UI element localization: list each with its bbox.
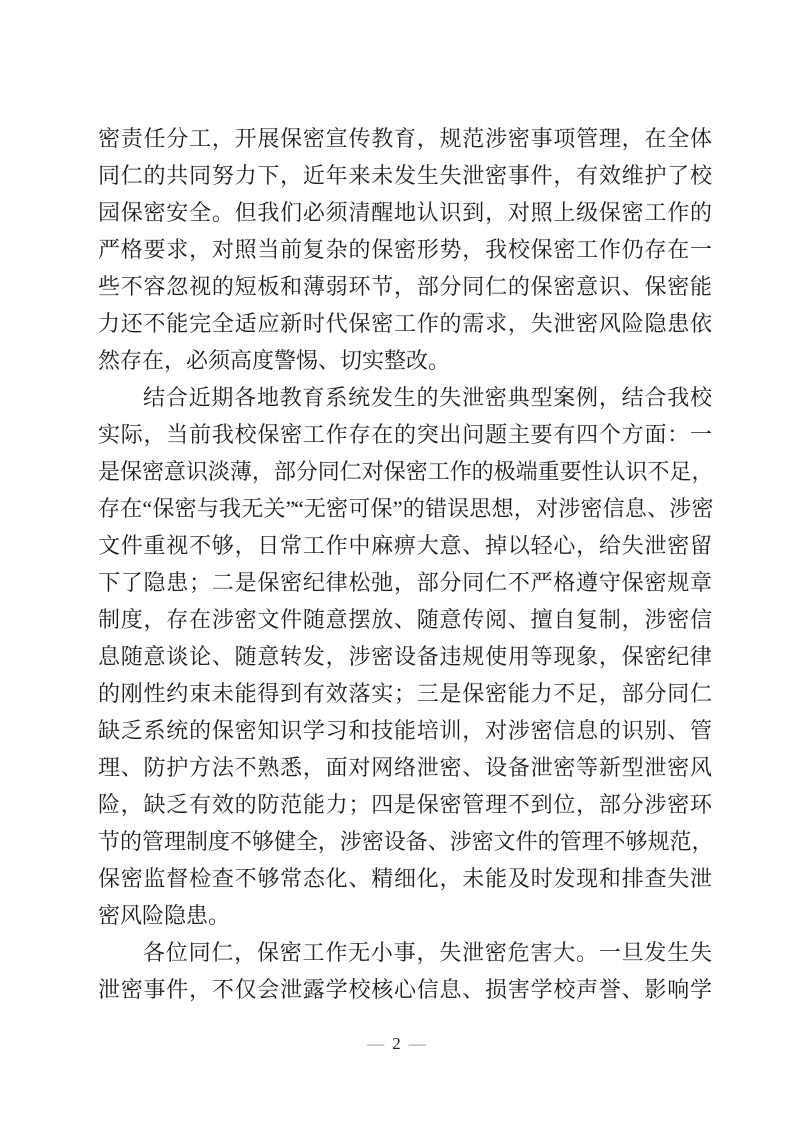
text-line: 理、防护方法不熟悉，面对网络泄密、设备泄密等新型泄密风 xyxy=(98,755,712,780)
text-line: 泄密事件，不仅会泄露学校核心信息、损害学校声誉、影响学 xyxy=(98,977,712,1002)
text-line: 的刚性约束未能得到有效落实；三是保密能力不足，部分同仁 xyxy=(98,681,712,706)
footer-right-dash: — xyxy=(408,1034,426,1053)
text-line: 园保密安全。但我们必须清醒地认识到，对照上级保密工作的 xyxy=(98,200,712,225)
text-line: 保密监督检查不够常态化、精细化，未能及时发现和排查失泄 xyxy=(98,866,712,891)
footer-left-dash: — xyxy=(367,1034,385,1053)
text-line: 密风险隐患。 xyxy=(98,903,231,928)
text-line: 力还不能完全适应新时代保密工作的需求，失泄密风险隐患依 xyxy=(98,311,712,336)
text-line: 息随意谈论、随意转发，涉密设备违规使用等现象，保密纪律 xyxy=(98,644,712,669)
text-line: 险，缺乏有效的防范能力；四是保密管理不到位，部分涉密环 xyxy=(98,792,712,817)
text-line: 存在“保密与我无关”“无密可保”的错误思想，对涉密信息、涉密 xyxy=(98,496,712,521)
text-line: 严格要求，对照当前复杂的保密形势，我校保密工作仍存在一 xyxy=(98,237,712,262)
text-line: 是保密意识淡薄，部分同仁对保密工作的极端重要性认识不足， xyxy=(98,459,712,484)
text-line: 各位同仁，保密工作无小事，失泄密危害大。一旦发生失 xyxy=(143,940,712,965)
page-number: 2 xyxy=(392,1034,401,1053)
text-line: 制度，存在涉密文件随意摆放、随意传阅、擅自复制，涉密信 xyxy=(98,607,712,632)
document-body xyxy=(98,120,712,1008)
text-line: 下了隐患；二是保密纪律松弛，部分同仁不严格遵守保密规章 xyxy=(98,570,712,595)
text-line: 然存在，必须高度警惕、切实整改。 xyxy=(98,348,451,373)
text-line: 文件重视不够，日常工作中麻痹大意、掉以轻心，给失泄密留 xyxy=(98,533,712,558)
text-line: 实际，当前我校保密工作存在的突出问题主要有四个方面：一 xyxy=(98,422,712,447)
text-line: 密责任分工，开展保密宣传教育，规范涉密事项管理，在全体 xyxy=(98,126,712,151)
text-line: 同仁的共同努力下，近年来未发生失泄密事件，有效维护了校 xyxy=(98,163,712,188)
text-line: 节的管理制度不够健全，涉密设备、涉密文件的管理不够规范， xyxy=(98,829,712,854)
text-line: 结合近期各地教育系统发生的失泄密典型案例，结合我校 xyxy=(143,385,712,410)
page-footer xyxy=(0,1033,793,1055)
text-line: 缺乏系统的保密知识学习和技能培训，对涉密信息的识别、管 xyxy=(98,718,712,743)
text-line: 些不容忽视的短板和薄弱环节，部分同仁的保密意识、保密能 xyxy=(98,274,712,299)
